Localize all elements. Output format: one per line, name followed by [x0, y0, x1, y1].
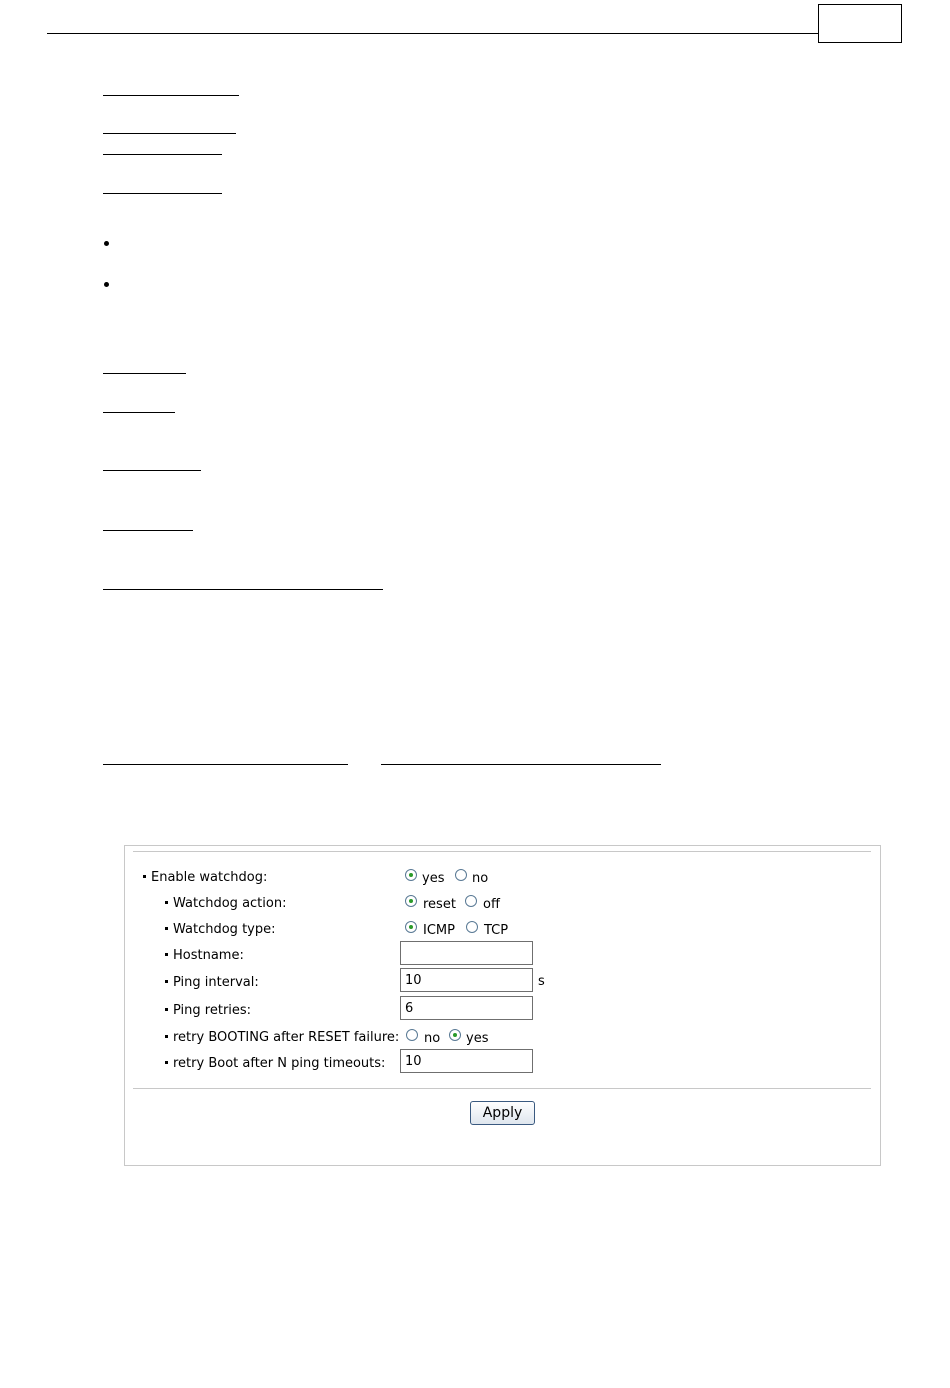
link-underline[interactable]	[103, 764, 348, 765]
hostname-input[interactable]	[400, 941, 533, 965]
retry-booting-no-radio[interactable]	[406, 1029, 418, 1041]
bullet-icon	[104, 241, 109, 246]
link-underline[interactable]	[103, 373, 186, 374]
watchdog-type-tcp-label: TCP	[484, 923, 509, 938]
link-underline[interactable]	[103, 133, 236, 134]
retry-booting-no-label: no	[424, 1031, 441, 1046]
ping-interval-input[interactable]	[400, 968, 533, 992]
enable-watchdog-yes-radio[interactable]	[405, 869, 417, 881]
watchdog-action-off-radio[interactable]	[465, 895, 477, 907]
link-underline[interactable]	[103, 154, 222, 155]
ping-retries-label: Ping retries:	[165, 1003, 251, 1019]
retry-booting-label: retry BOOTING after RESET failure:	[165, 1030, 399, 1046]
link-underline[interactable]	[103, 470, 201, 471]
watchdog-type-tcp-radio[interactable]	[466, 921, 478, 933]
watchdog-type-icmp-label: ICMP	[423, 923, 455, 938]
watchdog-action-reset-label: reset	[423, 897, 456, 912]
link-underline[interactable]	[103, 589, 383, 590]
bullet-icon	[104, 282, 109, 287]
page-number-box	[818, 4, 902, 43]
hostname-label: Hostname:	[165, 948, 244, 964]
watchdog-action-off-label: off	[483, 897, 500, 912]
link-underline[interactable]	[103, 95, 239, 96]
link-underline[interactable]	[103, 193, 222, 194]
panel-bottom-divider	[133, 1088, 871, 1089]
retry-booting-yes-radio[interactable]	[449, 1029, 461, 1041]
retry-boot-n-input[interactable]	[400, 1049, 533, 1073]
ping-retries-input[interactable]	[400, 996, 533, 1020]
header-rule	[47, 33, 819, 34]
enable-watchdog-label: Enable watchdog:	[143, 870, 267, 886]
watchdog-type-label: Watchdog type:	[165, 922, 275, 938]
watchdog-action-reset-radio[interactable]	[405, 895, 417, 907]
link-underline[interactable]	[381, 764, 661, 765]
retry-boot-n-label: retry Boot after N ping timeouts:	[165, 1056, 385, 1072]
link-underline[interactable]	[103, 412, 175, 413]
ping-interval-label: Ping interval:	[165, 975, 259, 991]
enable-watchdog-yes-label: yes	[422, 871, 445, 886]
enable-watchdog-no-label: no	[472, 871, 489, 886]
link-underline[interactable]	[103, 530, 193, 531]
retry-booting-yes-label: yes	[466, 1031, 489, 1046]
enable-watchdog-no-radio[interactable]	[455, 869, 467, 881]
watchdog-action-label: Watchdog action:	[165, 896, 286, 912]
watchdog-type-icmp-radio[interactable]	[405, 921, 417, 933]
apply-button[interactable]: Apply	[470, 1101, 535, 1125]
panel-top-divider	[133, 851, 871, 852]
ping-interval-unit: s	[538, 974, 545, 989]
